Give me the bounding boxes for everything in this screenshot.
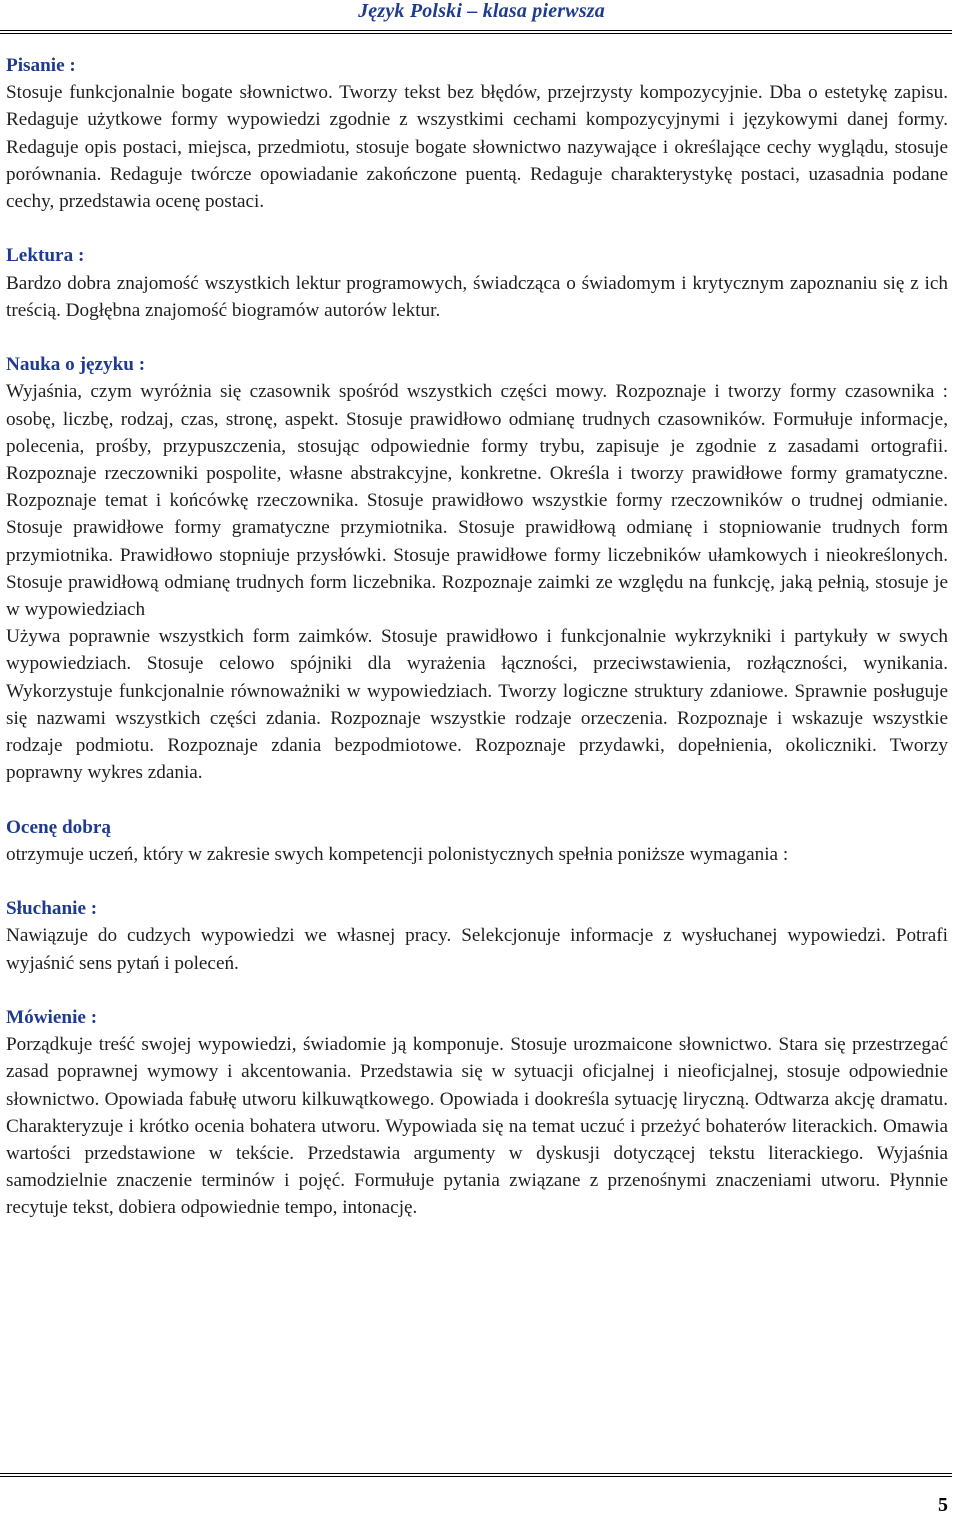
header-rule [0,30,952,31]
footer-rule [0,1473,952,1474]
page-header [0,0,960,30]
section-mowienie [6,1004,948,1222]
section-heading: Słuchanie : [6,898,98,920]
section-text-continued: Używa poprawnie wszystkich form zaimków. Stosuje prawidłowo i funkcjonalnie wykrzykniki i partykuły w swych wypowiedziach. Stosuje celowo spójniki dla wyrażenia łączności, przeciwstawienia, rozłączności, wynikania. Wykorzystuje funkcjonalnie równoważniki w wypowiedziach. Tworzy logiczne struktury zdaniowe. Sprawnie posługuje się nazwami wszystkich części zdania. Rozpoznaje wszystkie rodzaje orzeczenia. Rozpoznaje i wskazuje wszystkie rodzaje podmiotu. Rozpoznaje zdania bezpodmiotowe. Rozpoznaje przydawki, dopełnienia, okoliczniki. Tworzy poprawny wykres zdania. [6,626,948,784]
page-number: 5 [938,1494,948,1516]
section-text: Bardzo dobra znajomość wszystkich lektur programowych, świadcząca o świadomym i krytycznym zapoznaniu się z ich treścią. Dogłębna znajomość biogramów autorów lektur. [6,272,948,321]
header-title: Język Polski – klasa pierwsza [358,0,605,22]
section-text: Porządkuje treść swojej wypowiedzi, świadomie ją komponuje. Stosuje urozmaicone słownictwo. Stara się przestrzegać zasad poprawnej wymowy i akcentowania. Przedstawia się w sytuacji oficjalnej i nieoficjalnej, stosuje odpowiednie słownictwo. Opowiada fabułę utworu kilkuwątkowego. Opowiada i dookreśla sytuację liryczną. Odtwarza akcję dramatu. Charakteryzuje i krótko ocenia bohatera utworu. Wypowiada się na temat uczuć i przeżyć bohaterów literackich. Omawia wartości przedstawione w tekście. Przedstawia argumenty w dyskusji dotyczącej tekstu literackiego. Wyjaśnia samodzielnie znaczenie terminów i pojęć. Formułuje pytania związane z przenośnymi znaczeniami utworu. Płynnie recytuje tekst, dobiera odpowiednie tempo, intonację. [6,1034,948,1219]
section-heading: Pisanie : [6,55,76,76]
section-ocena-dobra [6,814,948,868]
section-heading: Nauka o języku : [6,354,146,376]
section-text: Stosuje funkcjonalnie bogate słownictwo. Tworzy tekst bez błędów, przejrzysty kompozycyjnie. Dba o estetykę zapisu. Redaguje użytkowe formy wypowiedzi zgodnie z wszystkimi cechami kompozycyjnymi i językowymi danej formy. Redaguje opis postaci, miejsca, przedmiotu, stosuje bogate słownictwo nazywające i określające cechy wyglądu, stosuje porównania. Redaguje twórcze opowiadanie zakończone puentą. Redaguje charakterystykę postaci, uzasadnia podane cechy, przedstawia ocenę postaci. [6,82,948,213]
footer-rule-thin [0,1476,952,1477]
section-text: Nawiązuje do cudzych wypowiedzi we własnej pracy. Selekcjonuje informacje z wysłuchanej wypowiedzi. Potrafi wyjaśnić sens pytań i poleceń. [6,925,948,974]
section-text: Wyjaśnia, czym wyróżnia się czasownik spośród wszystkich części mowy. Rozpoznaje i tworzy formy czasownika : osobę, liczbę, rodzaj, czas, stronę, aspekt. Stosuje prawidłowo odmianę trudnych czasowników. Formułuje informacje, polecenia, prośby, przypuszczenia, stosując odpowiednie formy trybu, zapisuje je zgodnie z zasadami ortografii. Rozpoznaje rzeczowniki pospolite, własne abstrakcyjne, konkretne. Określa i tworzy prawidłowe formy gramatyczne. Rozpoznaje temat i końcówkę rzeczownika. Stosuje prawidłowo wszystkie formy rzeczowników o trudnej odmianie. Stosuje prawidłowe formy gramatyczne przymiotnika. Stosuje prawidłową odmianę i stopniowanie trudnych form przymiotnika. Prawidłowo stopniuje przysłówki. Stosuje prawidłowe formy liczebników ułamkowych i nieokreślonych. Stosuje prawidłową odmianę trudnych form liczebnika. Rozpoznaje zaimki ze względu na funkcję, jaką pełnią, stosuje je w wypowiedziach [6,381,948,621]
section-text: otrzymuje uczeń, który w zakresie swych kompetencji polonistycznych spełnia poniższe wymagania : [6,843,789,865]
document-body [6,52,948,1222]
grade-heading: Ocenę dobrą [6,816,111,838]
section-pisanie [6,52,948,215]
section-sluchanie [6,895,948,977]
section-lektura [6,242,948,324]
header-rule-thin [0,33,952,34]
section-nauka-o-jezyku [6,351,948,786]
section-heading: Lektura : [6,245,85,267]
section-heading: Mówienie : [6,1007,98,1029]
